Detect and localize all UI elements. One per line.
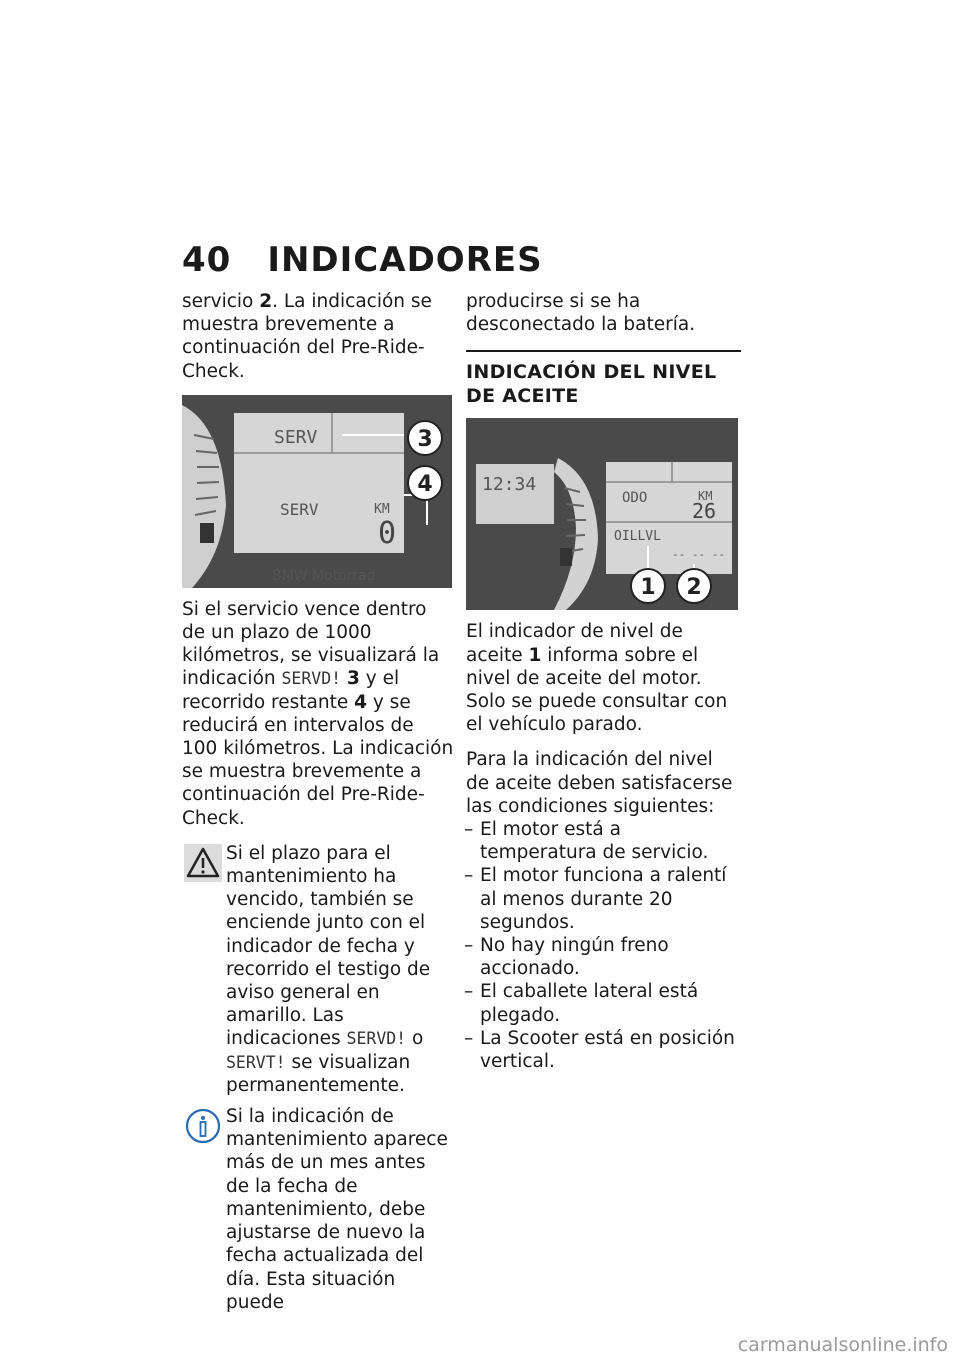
paragraph-battery: producirse si se ha desconectado la batería. bbox=[466, 291, 696, 336]
oil-dashboard-illustration bbox=[466, 418, 738, 610]
svg-text:-- -- --: -- -- -- bbox=[672, 548, 725, 562]
svg-text:KM: KM bbox=[374, 501, 390, 517]
section-divider bbox=[466, 350, 741, 352]
svg-text:3: 3 bbox=[417, 426, 433, 452]
service-display-figure bbox=[182, 395, 452, 588]
list-item: – El caballete lateral está plegado. bbox=[466, 980, 741, 1026]
svg-text:1: 1 bbox=[640, 575, 656, 601]
watermark: carmanualsonline.info bbox=[737, 1334, 948, 1356]
warning-note: Si el plazo para el mantenimiento ha vencido, también se enciende junto con el indicador de fecha y recorrido el testigo de aviso general en amarillo. Las indicaciones SERVD! o SERVT! se visualizan permanentemente. bbox=[182, 842, 454, 1097]
info-note: Si la indicación de mantenimiento aparece más de un mes antes de la fecha de mantenimiento, debe ajustarse de nuevo la fecha actualizada del día. Esta situación puede bbox=[182, 1105, 454, 1314]
warning-triangle-icon bbox=[184, 844, 222, 882]
svg-text:26: 26 bbox=[692, 499, 717, 524]
dashboard-illustration bbox=[182, 395, 452, 588]
svg-text:SERV: SERV bbox=[274, 426, 318, 448]
conditions-list bbox=[466, 818, 741, 1073]
paragraph-service: servicio 2. La indicación se muestra brevemente a continuación del Pre-Ride-Check. bbox=[182, 291, 432, 382]
svg-text:4: 4 bbox=[417, 471, 433, 497]
section-title: INDICACIÓN DEL NIVEL DE ACEITE bbox=[466, 361, 717, 408]
svg-text:OILLVL: OILLVL bbox=[614, 529, 661, 545]
paragraph-oil-indicator: El indicador de nivel de aceite 1 informa sobre el nivel de aceite del motor. Solo se puede consultar con el vehículo parado. bbox=[466, 621, 728, 736]
page-header bbox=[182, 240, 543, 280]
info-icon bbox=[184, 1107, 222, 1145]
svg-text:ODO: ODO bbox=[622, 490, 648, 507]
paragraph-service-soon: Si el servicio vence dentro de un plazo de 1000 kilómetros, se visualizará la indicación SERVD! 3 y el recorrido restante 4 y se reducirá en intervalos de 100 kilómetros. La indicación se muestra brevemente a continuación del Pre-Ride-Check. bbox=[182, 598, 454, 829]
paragraph-conditions-intro: Para la indicación del nivel de aceite deben satisfacerse las condiciones siguientes: bbox=[466, 749, 733, 817]
svg-text:KM: KM bbox=[698, 489, 713, 504]
page-title: INDICADORES bbox=[267, 240, 543, 280]
svg-text:2: 2 bbox=[686, 575, 702, 601]
oil-level-figure bbox=[466, 418, 738, 610]
page-number: 40 bbox=[182, 240, 232, 280]
list-item: – El motor está a temperatura de servicio. bbox=[466, 818, 741, 864]
list-item: – No hay ningún freno accionado. bbox=[466, 934, 741, 980]
list-item: – El motor funciona a ralentí al menos durante 20 segundos. bbox=[466, 864, 741, 934]
svg-text:SERV: SERV bbox=[280, 499, 319, 519]
left-column bbox=[182, 290, 454, 1322]
svg-text:12:34: 12:34 bbox=[482, 474, 537, 496]
right-column bbox=[466, 290, 741, 1073]
list-item: – La Scooter está en posición vertical. bbox=[466, 1027, 741, 1073]
svg-text:BMW Motorrad: BMW Motorrad bbox=[272, 567, 376, 584]
svg-text:0: 0 bbox=[378, 515, 397, 551]
